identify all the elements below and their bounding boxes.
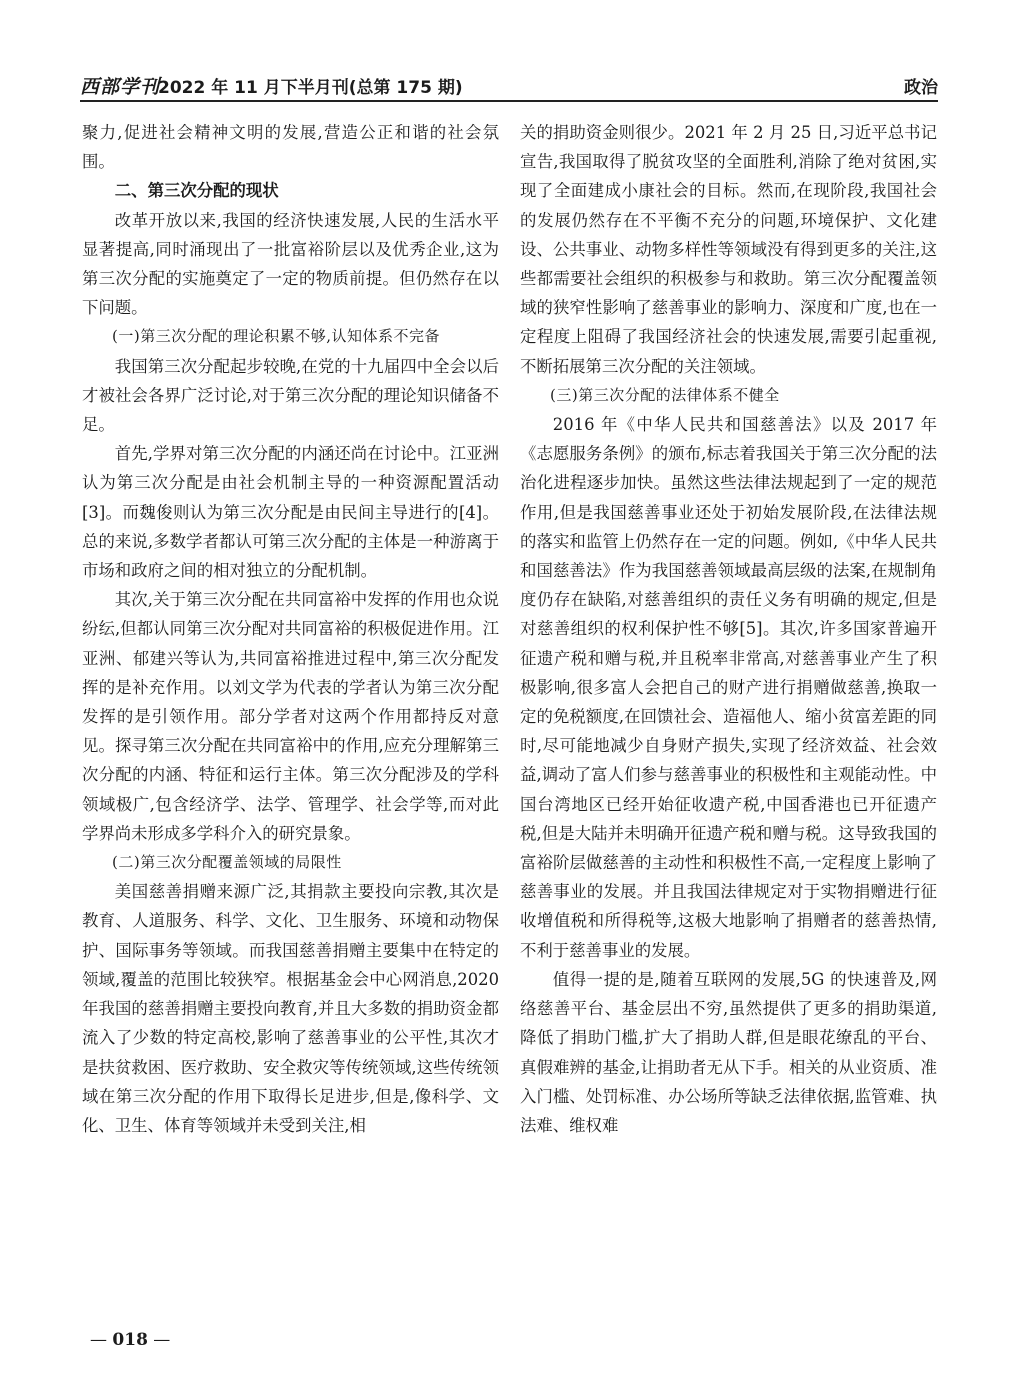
footer-dash-right: — [147, 1330, 171, 1350]
paragraph: 我国第三次分配起步较晚,在党的十九届四中全会以后才被社会各界广泛讨论,对于第三次分配的理论知识储备不足。 [82, 356, 499, 435]
page-header [80, 72, 938, 102]
paragraph: 首先,学界对第三次分配的内涵还尚在讨论中。江亚洲认为第三次分配是由社会机制主导的一种资源配置活动[3]。而魏俊则认为第三次分配是由民间主导进行的[4]。总的来说,多数学者都认可第三次分配的主体是一种游离于市场和政府之间的相对独立的分配机制。 [82, 444, 499, 581]
paragraph: 改革开放以来,我国的经济快速发展,人民的生活水平显著提高,同时涌现出了一批富裕阶层以及优秀企业,这为第三次分配的实施奠定了一定的物质前提。但仍然存在以下问题。 [82, 210, 499, 318]
left-column [82, 118, 499, 1140]
paragraph: 值得一提的是,随着互联网的发展,5G 的快速普及,网络慈善平台、基金层出不穷,虽然提供了更多的捐助渠道,降低了捐助门槛,扩大了捐助人群,但是眼花缭乱的平台、真假难辨的基金,让捐助者无从下手。相关的从业资质、准入门槛、处罚标准、办公场所等缺乏法律依据,监管难、执法难、维权难 [520, 969, 937, 1135]
paragraph: 2016 年《中华人民共和国慈善法》以及 2017 年《志愿服务条例》的颁布,标志着我国关于第三次分配的法治化进程逐步加快。虽然这些法律法规起到了一定的规范作用,但是我国慈善事业还处于初始发展阶段,在法律法规的落实和监管上仍然存在一定的问题。例如,《中华人民共和国慈善法》作为我国慈善领域最高层级的法案,在规制角度仍存在缺陷,对慈善组织的责任义务有明确的规定,但是对慈善组织的权利保护性不够[5]。其次,许多国家普遍开征遗产税和赠与税,并且税率非常高,对慈善事业产生了积极影响,很多富人会把自己的财产进行捐赠做慈善,换取一定的免税额度,在回馈社会、造福他人、缩小贫富差距的同时,尽可能地减少自身财产损失,实现了经济效益、社会效益,调动了富人们参与慈善事业的积极性和主观能动性。中国台湾地区已经开始征收遗产税,中国香港也已开征遗产税,但是大陆并未明确开征遗产税和赠与税。这导致我国的富裕阶层做慈善的主动性和积极性不高,一定程度上影响了慈善事业的发展。并且我国法律规定对于实物捐赠进行征收增值税和所得税等,这极大地影响了捐赠者的慈善热情,不利于慈善事业的发展。 [520, 415, 937, 960]
footer-dash-left: — [90, 1330, 113, 1350]
paragraph: 其次,关于第三次分配在共同富裕中发挥的作用也众说纷纭,但都认同第三次分配对共同富裕的积极促进作用。江亚洲、郁建兴等认为,共同富裕推进过程中,第三次分配发挥的是补充作用。以刘文学为代表的学者认为第三次分配发挥的是引领作用。部分学者对这两个作用都持反对意见。探寻第三次分配在共同富裕中的作用,应充分理解第三次分配的内涵、特征和运行主体。第三次分配涉及的学科领域极广,包含经济学、法学、管理学、社会学等,而对此学界尚未形成多学科介入的研究景象。 [82, 590, 499, 843]
subsection-heading: (一)第三次分配的理论积累不够,认知体系不完备 [112, 327, 440, 346]
page-footer [90, 1330, 170, 1350]
journal-logo: 西部学刊 [80, 76, 161, 98]
subsection-heading: (二)第三次分配覆盖领域的局限性 [112, 853, 342, 872]
section-heading: 二、第三次分配的现状 [114, 181, 279, 201]
section-label: 政治 [904, 78, 938, 98]
page-number: 018 [112, 1330, 148, 1350]
right-column [520, 118, 937, 1140]
paragraph: 关的捐助资金则很少。2021 年 2 月 25 日,习近平总书记宣告,我国取得了脱贫攻坚的全面胜利,消除了绝对贫困,实现了全面建成小康社会的目标。然而,在现阶段,我国社会的发展仍然存在不平衡不充分的问题,环境保护、文化建设、公共事业、动物多样性等领域没有得到更多的关注,这些都需要社会组织的积极参与和救助。第三次分配覆盖领域的狭窄性影响了慈善事业的影响力、深度和广度,也在一定程度上阻碍了我国经济社会的快速发展,需要引起重视,不断拓展第三次分配的关注领域。 [520, 123, 937, 376]
issue-info: 2022 年 11 月下半月刊(总第 175 期) [158, 78, 463, 98]
subsection-heading: (三)第三次分配的法律体系不健全 [550, 385, 780, 404]
paragraph: 聚力,促进社会精神文明的发展,营造公正和谐的社会氛围。 [82, 123, 499, 172]
paragraph: 美国慈善捐赠来源广泛,其捐款主要投向宗教,其次是教育、人道服务、科学、文化、卫生服务、环境和动物保护、国际事务等领域。而我国慈善捐赠主要集中在特定的领域,覆盖的范围比较狭窄。根据基金会中心网消息,2020 年我国的慈善捐赠主要投向教育,并且大多数的捐助资金都流入了少数的特定高校,影响了慈善事业的公平性,其次才是扶贫救困、医疗救助、安全救灾等传统领域,这些传统领域在第三次分配的作用下取得长足进步,但是,像科学、文化、卫生、体育等领域并未受到关注,相 [82, 882, 499, 1135]
